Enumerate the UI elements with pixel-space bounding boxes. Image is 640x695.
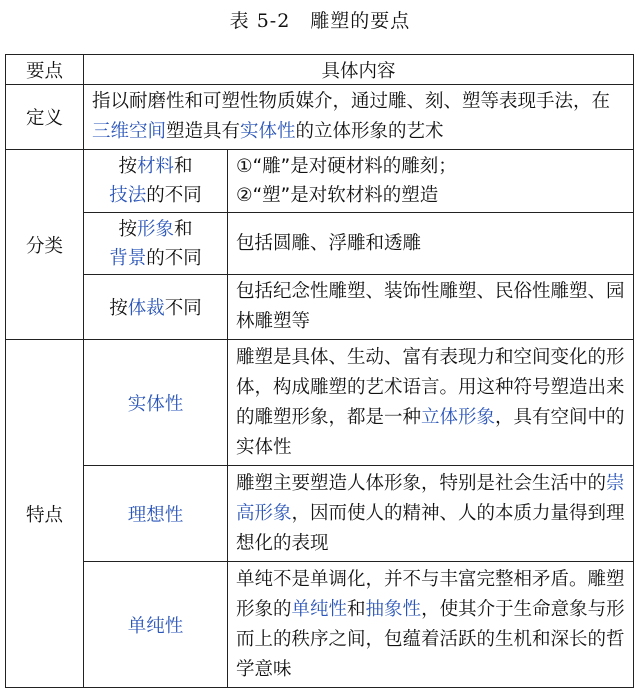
- sub-text: 的不同: [146, 247, 202, 269]
- classification-content-genre: 包括纪念性雕塑、装饰性雕塑、民俗性雕塑、园林雕塑等: [228, 275, 634, 340]
- feature-name-simplicity: 单纯性: [84, 562, 228, 688]
- feature-highlight-abstraction: 抽象性: [365, 598, 422, 620]
- sub-text: 按: [109, 298, 128, 319]
- header-row: [6, 55, 634, 85]
- feature-highlight-sublime: 崇高形象: [236, 472, 625, 524]
- feature-row-simplicity: [6, 562, 634, 688]
- classification-sub-genre: [84, 275, 228, 340]
- definition-text-2: 塑造具有: [166, 121, 241, 142]
- feature-text: 单纯不是单调化，并不与丰富完整相矛盾。雕塑形象的: [236, 568, 625, 620]
- classification-sub-form: [84, 213, 228, 275]
- feature-content-solidity: [228, 340, 634, 466]
- feature-row-ideal: [6, 466, 634, 562]
- sculpture-key-points-table: [5, 54, 634, 688]
- feature-name-solidity: 实体性: [84, 340, 228, 466]
- sub-text: 和: [174, 218, 193, 240]
- classification-row-2: [6, 213, 634, 275]
- feature-text: 和: [347, 598, 366, 620]
- definition-content: [84, 85, 634, 150]
- content-line-carve: ①“雕”是对硬材料的雕刻；: [236, 156, 457, 177]
- feature-text: ，具有空间中的实体性: [236, 406, 625, 458]
- definition-row: [6, 85, 634, 150]
- feature-text: 雕塑主要塑造人体形象，特别是社会生活中的: [236, 472, 607, 494]
- sub-text: 和: [174, 156, 193, 177]
- sub-highlight-form: 形象: [136, 218, 174, 240]
- classification-label: 分类: [6, 150, 84, 340]
- classification-content-material: [228, 150, 634, 213]
- sub-text: 按: [118, 156, 137, 177]
- classification-row-3: [6, 275, 634, 340]
- content-line-mould: ②“塑”是对软材料的塑造: [236, 185, 439, 206]
- header-content: 具体内容: [84, 55, 634, 85]
- classification-sub-material: [84, 150, 228, 213]
- sub-text: 不同: [164, 298, 202, 319]
- feature-content-ideal: [228, 466, 634, 562]
- table-caption: 表 5-2 雕塑的要点: [229, 10, 411, 32]
- feature-content-simplicity: [228, 562, 634, 688]
- sub-text: 的不同: [146, 185, 202, 206]
- header-key-point: 要点: [6, 55, 84, 85]
- sub-highlight-technique: 技法: [109, 185, 147, 206]
- feature-text: 雕塑是具体、生动、富有表现力和空间变化的形体，构成雕塑的艺术语言。用这种符号塑造出来的雕塑形象，都是一种: [236, 346, 625, 428]
- sub-highlight-background: 背景: [109, 247, 147, 269]
- feature-row-solidity: [6, 340, 634, 466]
- feature-highlight-3d-image: 立体形象: [421, 406, 496, 428]
- feature-name-ideal: 理想性: [84, 466, 228, 562]
- feature-text: ，因而使人的精神、人的本质力量得到理想化的表现: [236, 502, 625, 554]
- sub-highlight-genre: 体裁: [127, 298, 165, 319]
- definition-highlight-3d-space: 三维空间: [92, 121, 167, 142]
- feature-text: ，使其介于生命意象与形而上的秩序之间，包蕴着活跃的生机和深长的哲学意味: [236, 598, 625, 680]
- sub-text: 按: [118, 218, 137, 240]
- sub-highlight-material: 材料: [136, 156, 174, 177]
- definition-label: 定义: [6, 85, 84, 150]
- classification-row-1: [6, 150, 634, 213]
- feature-highlight-simplicity: 单纯性: [291, 598, 348, 620]
- features-label: 特点: [6, 340, 84, 688]
- definition-text-1: 指以耐磨性和可塑性物质媒介，通过雕、刻、塑等表现手法，在: [92, 91, 611, 112]
- definition-highlight-solidity: 实体性: [240, 121, 296, 142]
- classification-content-form: 包括圆雕、浮雕和透雕: [228, 213, 634, 275]
- definition-text-3: 的立体形象的艺术: [295, 121, 444, 142]
